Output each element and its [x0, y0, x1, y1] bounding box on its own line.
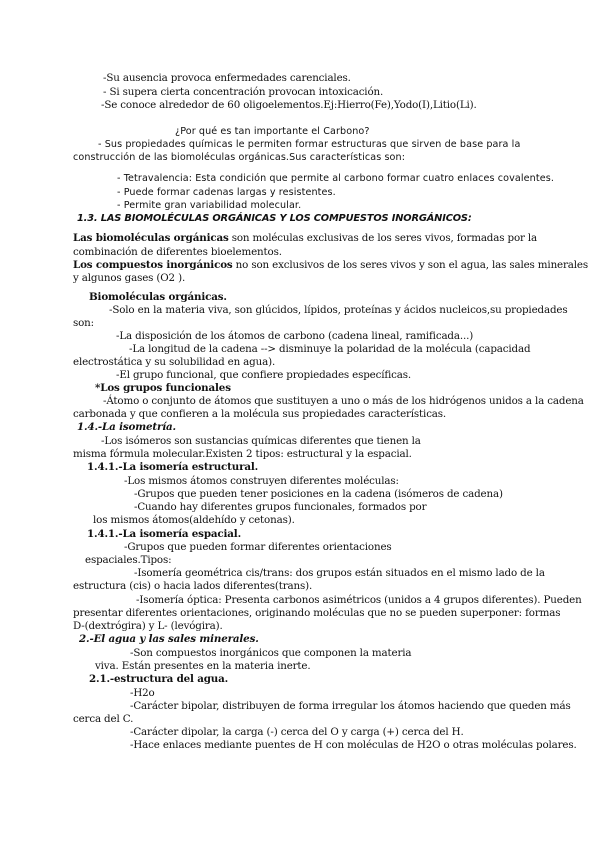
text-line: -El grupo funcional, que confiere propiedades específicas.: [116, 369, 412, 381]
text-line: D-(dextrógira) y L- (levógira).: [73, 620, 223, 632]
text-line: -Isomería geométrica cis/trans: dos grupos están situados en el mismo lado de la: [134, 567, 545, 579]
text-line: -La disposición de los átomos de carbono (cadena lineal, ramificada...): [116, 330, 474, 342]
text-line: los mismos átomos(aldehído y cetonas).: [93, 514, 295, 526]
text-line: carbonada y que confieren a la molécula sus propiedades características.: [73, 408, 447, 420]
section-heading: 2.-El agua y las sales minerales.: [79, 633, 259, 645]
text-line: -Se conoce alrededor de 60 oligoelementos.Ej:Hierro(Fe),Yodo(I),Litio(Li).: [101, 99, 477, 111]
text-line: [73, 232, 537, 245]
text-line: -Son compuestos inorgánicos que componen la materia: [130, 647, 412, 659]
text-line: - Sus propiedades químicas le permiten formar estructuras que sirven de base para la: [98, 139, 521, 150]
text-line: -Solo en la materia viva, son glúcidos, lípidos, proteínas y ácidos nucleicos,su propiedades: [109, 304, 568, 316]
text-line: -Átomo o conjunto de átomos que sustituyen a uno o más de los hidrógenos unidos a la cadena: [103, 395, 584, 407]
subsection-heading: 2.1.-estructura del agua.: [89, 673, 229, 685]
text-line: -Carácter bipolar, distribuyen de forma irregular los átomos haciendo que queden más: [130, 700, 571, 712]
text-line: electrostática y su solubilidad en agua).: [73, 356, 276, 368]
text-line: construcción de las biomoléculas orgánicas.Sus características son:: [73, 152, 406, 163]
bold-term: Las biomoléculas orgánicas: [73, 232, 229, 244]
subsection-heading: *Los grupos funcionales: [95, 382, 231, 394]
subsection-heading: 1.4.1.-La isomería espacial.: [87, 528, 242, 540]
text-line: -La longitud de la cadena --> disminuye la polaridad de la molécula (capacidad: [129, 343, 531, 355]
subsection-heading: 1.4.1.-La isomería estructural.: [87, 461, 259, 473]
section-heading: 1.3. LAS BIOMOLÉCULAS ORGÁNICAS Y LOS COMPUESTOS INORGÁNICOS:: [77, 213, 472, 224]
bold-term: Los compuestos inorgánicos: [73, 259, 233, 271]
text-line: -Los mismos átomos construyen diferentes moléculas:: [124, 475, 399, 487]
text-span: no son exclusivos de los seres vivos y son el agua, las sales minerales: [232, 259, 588, 271]
text-line: -Hace enlaces mediante puentes de H con moléculas de H2O o otras moléculas polares.: [130, 739, 577, 751]
text-line: -Cuando hay diferentes grupos funcionales, formados por: [134, 501, 427, 513]
text-line: espaciales.Tipos:: [85, 554, 172, 566]
list-item: - Permite gran variabilidad molecular.: [117, 200, 302, 211]
text-line: misma fórmula molecular.Existen 2 tipos: estructural y la espacial.: [73, 448, 412, 460]
text-line: son:: [73, 317, 94, 329]
text-span: son moléculas exclusivas de los seres vivos, formadas por la: [228, 232, 538, 244]
text-line: -Grupos que pueden tener posiciones en la cadena (isómeros de cadena): [134, 488, 503, 500]
text-line: y algunos gases (O2 ).: [73, 272, 186, 284]
text-line: estructura (cis) o hacia lados diferentes(trans).: [73, 580, 313, 592]
text-line: -Grupos que pueden formar diferentes orientaciones: [124, 541, 392, 553]
text-line: presentar diferentes orientaciones, originando moléculas que no se pueden superponer: formas: [73, 607, 561, 619]
text-line: -Carácter dipolar, la carga (-) cerca del O y carga (+) cerca del H.: [130, 726, 464, 738]
text-line: combinación de diferentes bioelementos.: [73, 246, 282, 258]
text-line: -Los isómeros son sustancias químicas diferentes que tienen la: [101, 435, 421, 447]
text-line: -Isomería óptica: Presenta carbonos asimétricos (unidos a 4 grupos diferentes). Pueden: [136, 594, 582, 606]
list-item: - Puede formar cadenas largas y resistentes.: [117, 187, 336, 198]
text-line: -Su ausencia provoca enfermedades carenciales.: [103, 72, 351, 84]
text-line: - Si supera cierta concentración provocan intoxicación.: [103, 86, 384, 98]
text-line: [73, 259, 588, 272]
question-heading: ¿Por qué es tan importante el Carbono?: [175, 126, 370, 137]
text-line: -H2o: [130, 687, 155, 699]
text-line: cerca del C.: [73, 713, 134, 725]
section-heading: 1.4.-La isometría.: [77, 421, 176, 433]
text-line: viva. Están presentes en la materia inerte.: [95, 660, 311, 672]
subsection-heading: Biomoléculas orgánicas.: [89, 291, 227, 303]
list-item: - Tetravalencia: Esta condición que permite al carbono formar cuatro enlaces covalentes.: [117, 173, 554, 184]
